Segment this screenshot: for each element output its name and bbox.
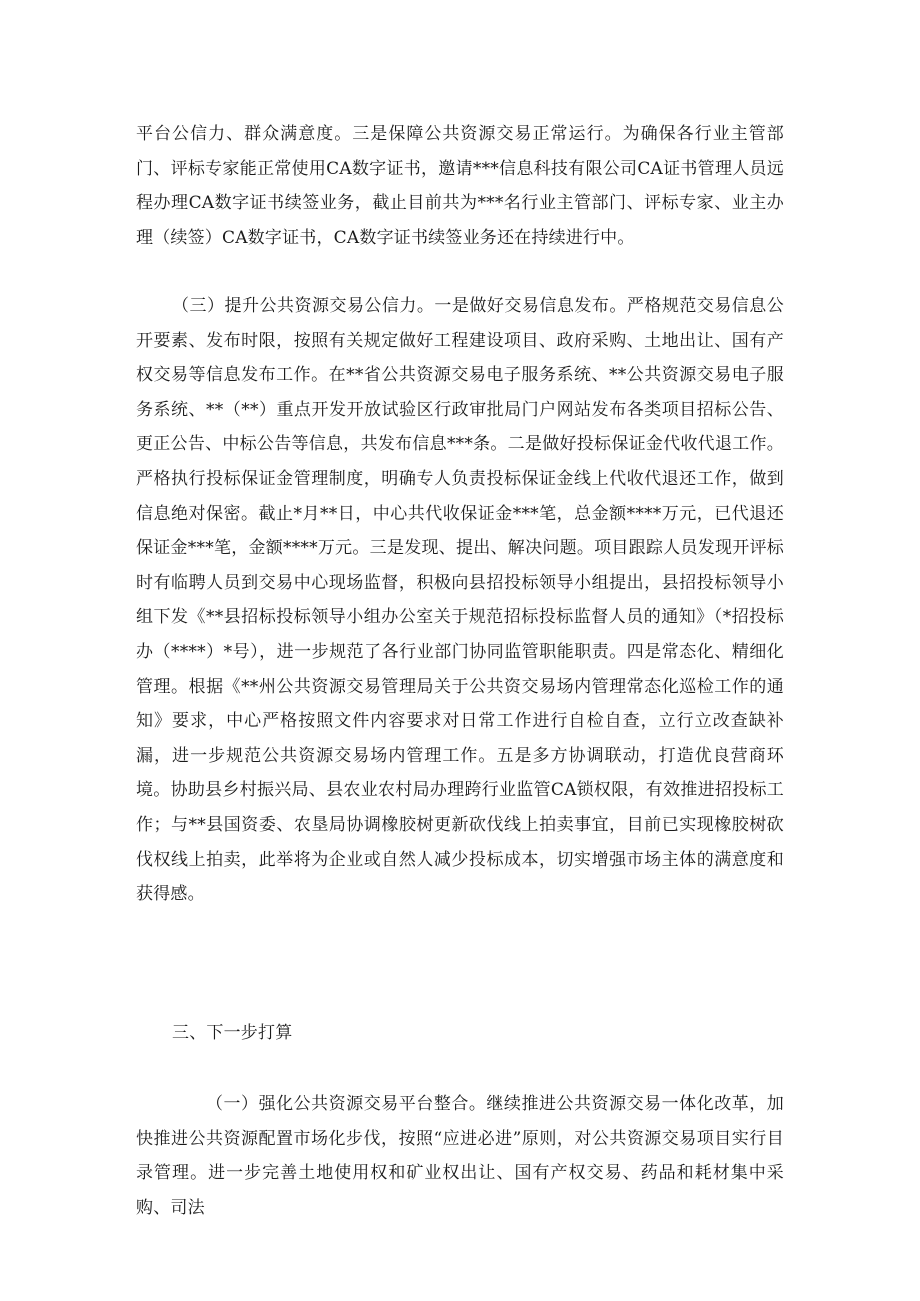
paragraph-platform-integration: （一）强化公共资源交易平台整合。继续推进公共资源交易一体化改革，加快推进公共资源配置市场化步伐，按照“应进必进”原则，对公共资源交易项目实行目录管理。进一步完善土地使用权和矿业权出让、国有产权交易、药品和耗材集中采购、司法 <box>136 1094 784 1218</box>
section-heading-next-steps: 三、下一步打算 <box>172 1023 293 1043</box>
paragraph-credibility: （三）提升公共资源交易公信力。一是做好交易信息发布。严格规范交易信息公开要素、发布时限，按照有关规定做好工程建设项目、政府采购、土地出让、国有产权交易等信息发布工作。在**省公共资源交易电子服务系统、**公共资源交易电子服务系统、**（**）重点开发开放试验区行政审批局门户网站发布各类项目招标公告、更正公告、中标公告等信息，共发布信息***条。二是做好投标保证金代收代退工作。严格执行投标保证金管理制度，明确专人负责投标保证金线上代收代退还工作，做到信息绝对保密。截止*月**日，中心共代收保证金***笔，总金额****万元，已代退还保证金***笔，金额****万元。三是发现、提出、解决问题。项目跟踪人员发现开评标时有临聘人员到交易中心现场监督，积极向县招投标领导小组提出，县招投标领导小组下发《**县招标投标领导小组办公室关于规范招标投标监督人员的通知》（*招投标办（****）*号），进一步规范了各行业部门协同监管职能职责。四是常态化、精细化管理。根据《**州公共资源交易管理局关于公共资交易场内管理常态化巡检工作的通知》要求，中心严格按照文件内容要求对日常工作进行自检自查，立行立改查缺补漏，进一步规范公共资源交易场内管理工作。五是多方协调联动，打造优良营商环境。协助县乡村振兴局、县农业农村局办理跨行业监管CA锁权限，有效推进招投标工作；与**县国资委、农垦局协调橡胶树更新砍伐线上拍卖事宜，目前已实现橡胶树砍伐权线上拍卖，此举将为企业或自然人减少投标成本，切实增强市场主体的满意度和获得感。 <box>136 296 784 905</box>
paragraph-ca-certificate: 平台公信力、群众满意度。三是保障公共资源交易正常运行。为确保各行业主管部门、评标专家能正常使用CA数字证书，邀请***信息科技有限公司CA证书管理人员远程办理CA数字证书续签业务，截止目前共为***名行业主管部门、评标专家、业主办理（续签）CA数字证书，CA数字证书续签业务还在持续进行中。 <box>136 124 784 248</box>
